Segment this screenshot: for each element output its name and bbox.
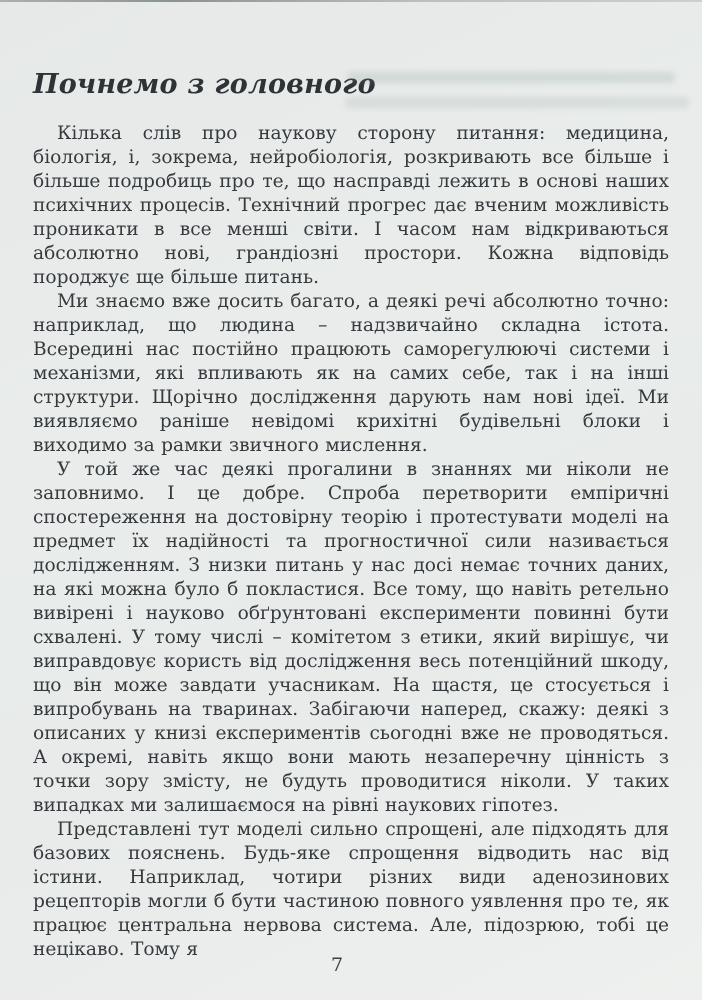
body-paragraph: У той же час деякі прогалини в знаннях ми ніколи не заповнимо. І це добре. Спроба перетворити емпіричні спостереження на достовірну теорію і протестувати моделі на предмет їх надійності та прогностичної сили називається дослідженням. З низки питань у нас досі немає точних даних, на які можна було б покластися. Все тому, що навіть ретельно вивірені і науково обґрунтовані експерименти повинні бути схвалені. У тому числі – комітетом з етики, який вирішує, чи виправдовує користь від дослідження весь потенційний шкоду, що він може завдати учасникам. На щастя, це стосується і випробувань на тваринах. Забігаючи наперед, скажу: деякі з описаних у книзі експериментів сьогодні вже не проводяться. А окремі, навіть якщо вони мають незаперечну цінність з точки зору змісту, не будуть проводитися ніколи. У таких випадках ми залишаємося на рівні наукових гіпотез.: [33, 459, 669, 816]
chapter-heading: Почнемо з головного: [33, 69, 376, 100]
body-paragraph: Ми знаємо вже досить багато, а деякі речі абсолютно точно: наприклад, що людина – надзвичайно складна істота. Всередині нас постійно працюють саморегулюючі системи і механізми, які впливають як на самих себе, так і на інші структури. Щорічно дослідження дарують нам нові ідеї. Ми виявляємо раніше невідомі крихітні будівельні блоки і виходимо за рамки звичного мислення.: [33, 291, 669, 456]
bleed-through-text: [345, 97, 689, 108]
body-text-block: [33, 122, 669, 962]
body-paragraph: Представлені тут моделі сильно спрощені, але підходять для базових пояснень. Будь-яке спрощення відводить нас від істини. Наприклад, чотири різних види аденозинових рецепторів могли б бути частиною повного уявлення про те, як працює центральна нервова система. Але, підозрюю, тобі це нецікаво. Тому я: [33, 819, 669, 960]
page-number: 7: [330, 954, 344, 976]
bleed-through-text: [347, 72, 675, 83]
body-paragraph: Кілька слів про наукову сторону питання: медицина, біологія, і, зокрема, нейробіологія, розкривають все більше і більше подробиць про те, що насправді лежить в основі наших психічних процесів. Технічний прогрес дає вченим можливість проникати в все менші світи. І часом нам відкриваються абсолютно нові, грандіозні простори. Кожна відповідь породжує ще більше питань.: [33, 123, 669, 288]
scan-top-edge: [0, 0, 702, 2]
